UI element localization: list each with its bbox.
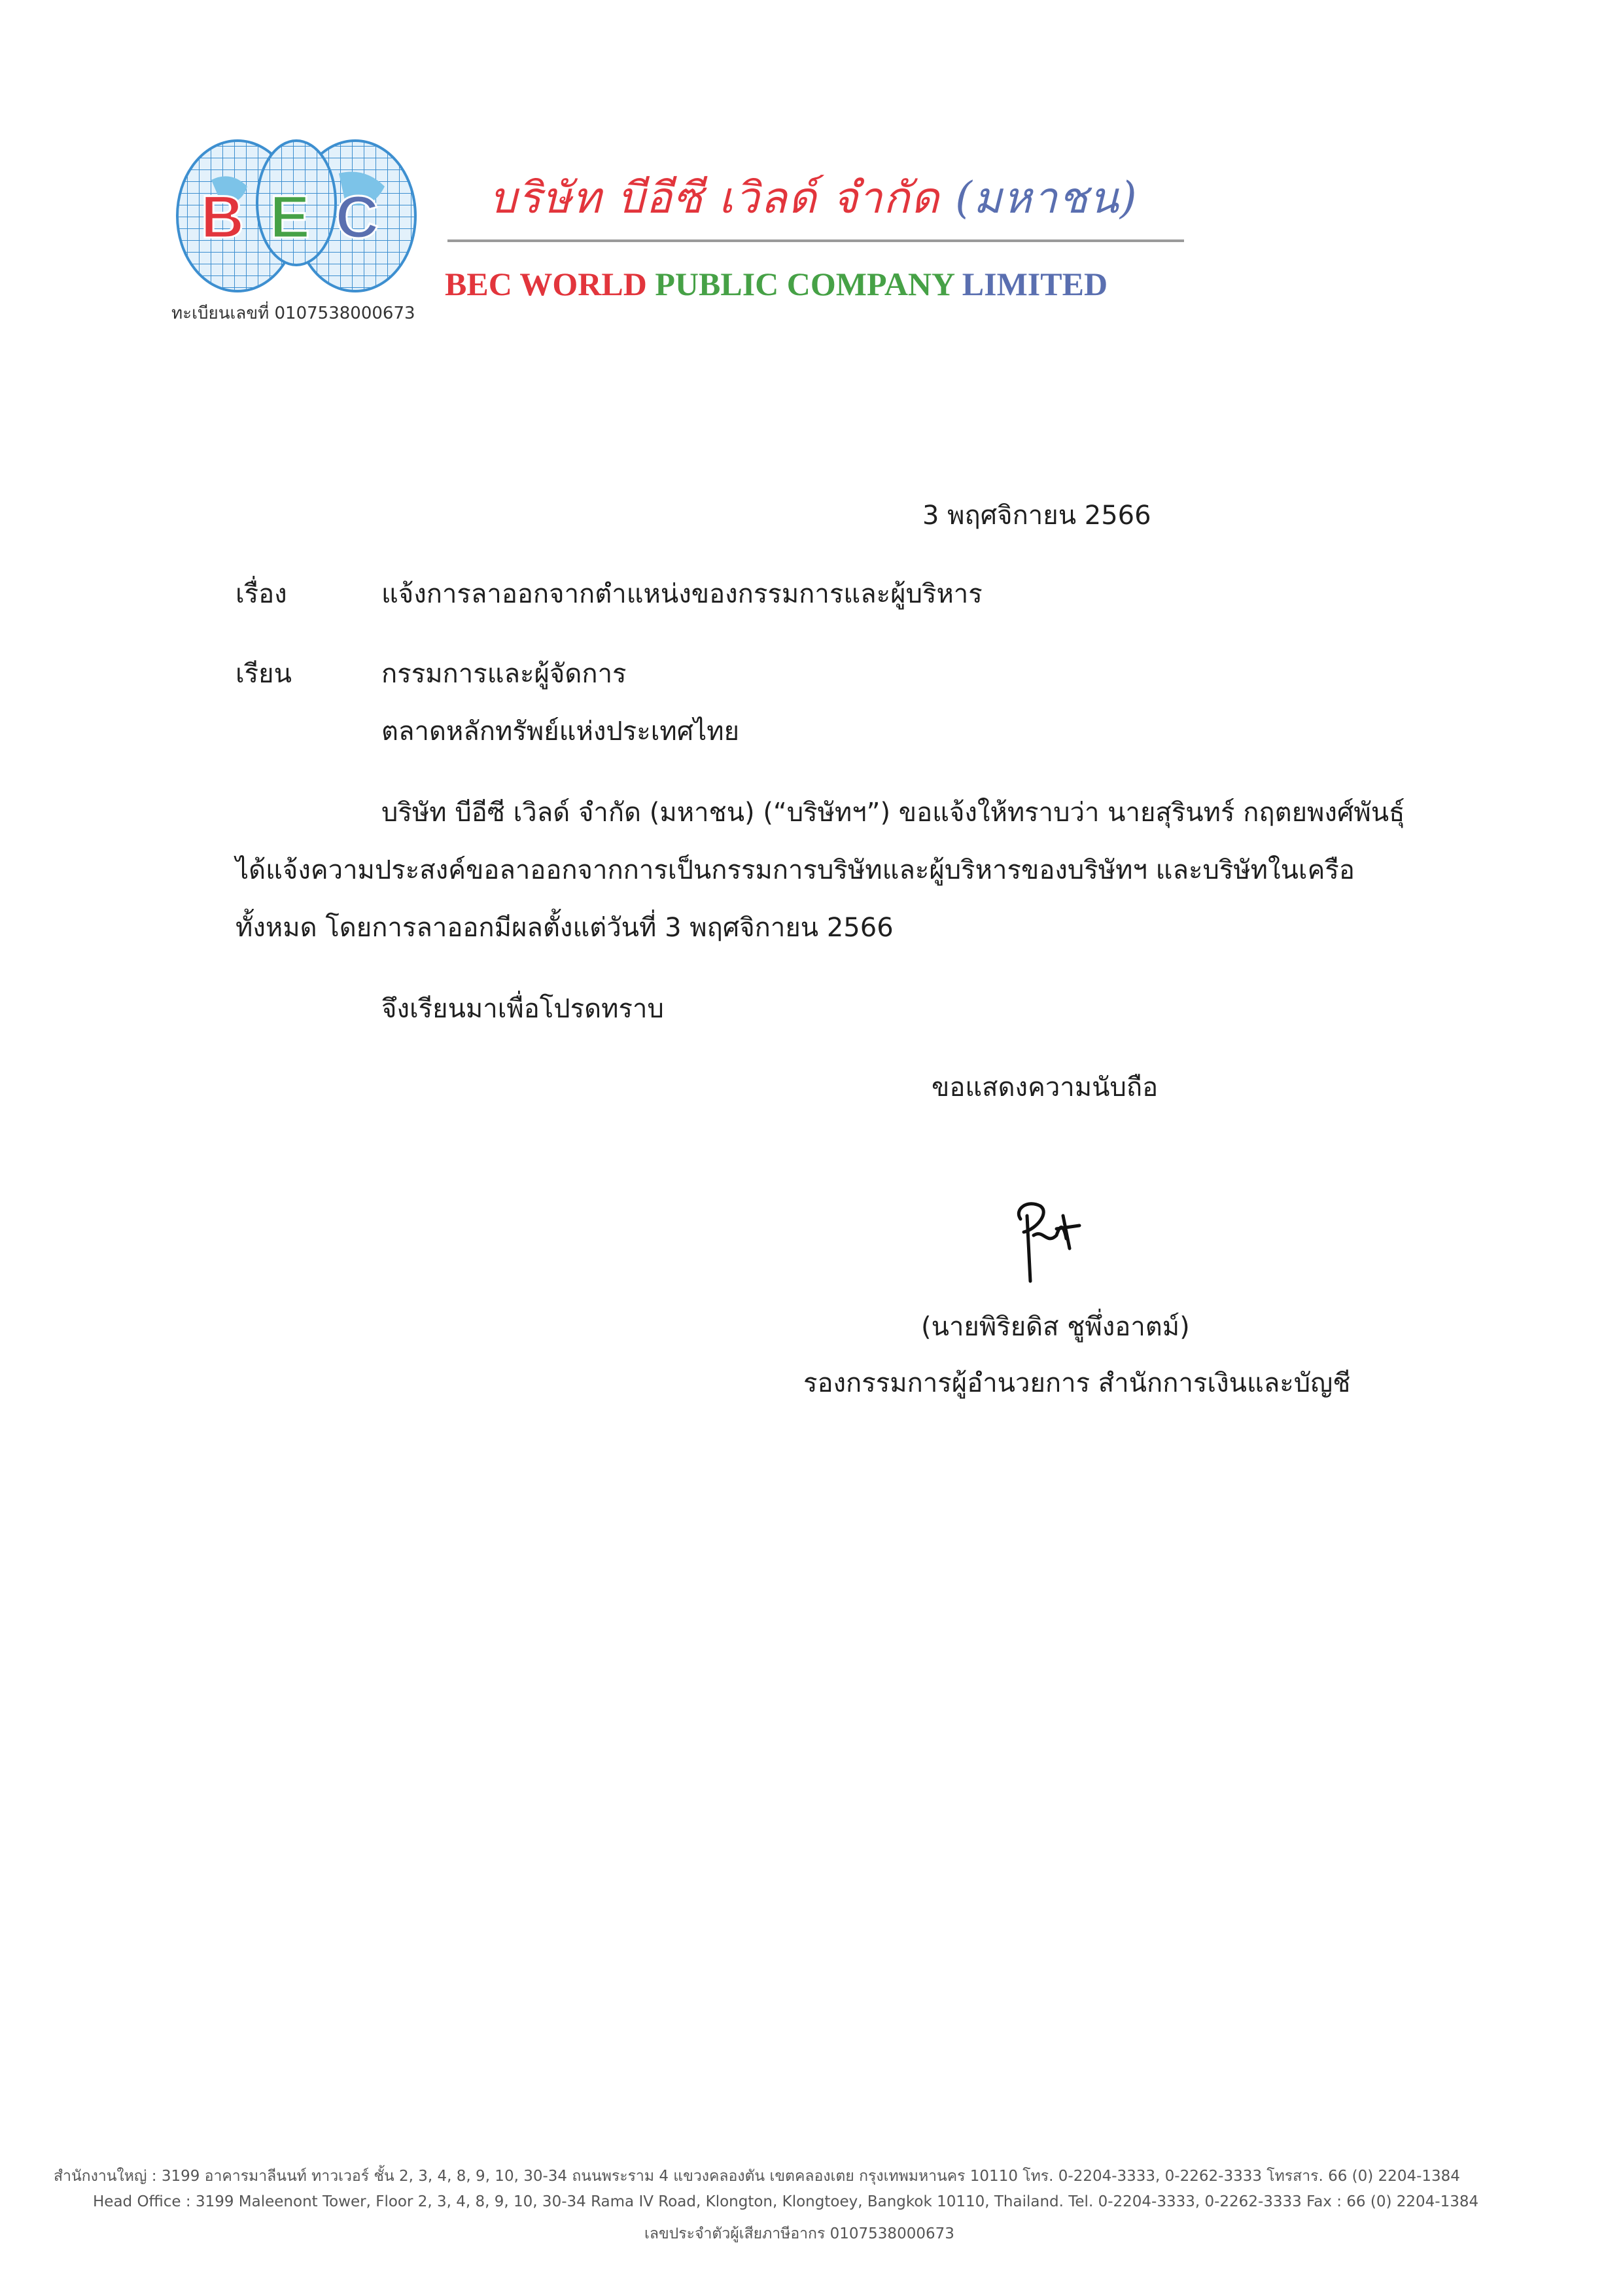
letter-date: 3 พฤศจิกายน 2566 bbox=[922, 501, 1151, 531]
header-divider bbox=[447, 239, 1184, 242]
signer-name: (นายพิริยดิส ชูพึ่งอาตม์) bbox=[921, 1312, 1190, 1342]
svg-text:B: B bbox=[200, 184, 245, 251]
subject-text: แจ้งการลาออกจากตำแหน่งของกรรมการและผู้บริหาร bbox=[381, 579, 983, 609]
recipient-label: เรียน bbox=[236, 659, 292, 689]
registration-number: ทะเบียนเลขที่ 0107538000673 bbox=[171, 304, 415, 323]
signature-icon bbox=[1001, 1190, 1086, 1288]
company-name-thai-main: บริษัท บีอีซี เวิลด์ จำกัด bbox=[489, 173, 941, 223]
footer-address-english: Head Office : 3199 Maleenont Tower, Floor 2, 3, 4, 8, 9, 10, 30-34 Rama IV Road, Klongton, Klongtoey, Bangkok 10110, Thailand. Tel. 0-2204-3333, 0-2262-3333 Fax : 66 (0) 2204-1384 bbox=[93, 2193, 1479, 2210]
closing-line: จึงเรียนมาเพื่อโปรดทราบ bbox=[381, 994, 664, 1024]
recipient-line-1: กรรมการและผู้จัดการ bbox=[381, 659, 627, 689]
footer-address-thai: สำนักงานใหญ่ : 3199 อาคารมาลีนนท์ ทาวเวอร์ ชั้น 2, 3, 4, 8, 9, 10, 30-34 ถนนพระราม 4 แขวงคลองตัน เขตคลองเตย กรุงเทพมหานคร 10110 โทร. 0-2204-3333, 0-2262-3333 โทรสาร. 66 (0) 2204-1384 bbox=[54, 2168, 1460, 2185]
svg-text:E: E bbox=[270, 184, 310, 251]
company-name-thai-suffix: (มหาชน) bbox=[955, 173, 1138, 223]
regards-line: ขอแสดงความนับถือ bbox=[932, 1072, 1159, 1103]
company-logo bbox=[175, 134, 417, 298]
company-name-thai bbox=[489, 164, 1138, 232]
company-name-english-part3: LIMITED bbox=[962, 266, 1108, 302]
body-line-3: ทั้งหมด โดยการลาออกมีผลตั้งแต่วันที่ 3 พฤศจิกายน 2566 bbox=[236, 913, 894, 943]
body-line-1: บริษัท บีอีซี เวิลด์ จำกัด (มหาชน) (“บริษัทฯ”) ขอแจ้งให้ทราบว่า นายสุรินทร์ กฤตยพงศ์พันธุ์ bbox=[381, 798, 1405, 828]
globe-logo-icon bbox=[175, 134, 417, 298]
recipient-line-2: ตลาดหลักทรัพย์แห่งประเทศไทย bbox=[381, 716, 740, 747]
company-name-english-part1: BEC WORLD bbox=[445, 266, 647, 302]
signer-title: รองกรรมการผู้อำนวยการ สำนักการเงินและบัญชี bbox=[803, 1368, 1351, 1398]
subject-label: เรื่อง bbox=[236, 579, 287, 609]
body-line-2: ได้แจ้งความประสงค์ขอลาออกจากการเป็นกรรมการบริษัทและผู้บริหารของบริษัทฯ และบริษัทในเครือ bbox=[236, 855, 1355, 885]
handwritten-signature bbox=[1001, 1190, 1086, 1288]
footer-tax-id: เลขประจำตัวผู้เสียภาษีอากร 0107538000673 bbox=[644, 2225, 954, 2242]
company-name-english bbox=[445, 265, 1108, 303]
company-name-english-part2: PUBLIC COMPANY bbox=[655, 266, 954, 302]
svg-text:C: C bbox=[335, 184, 379, 251]
